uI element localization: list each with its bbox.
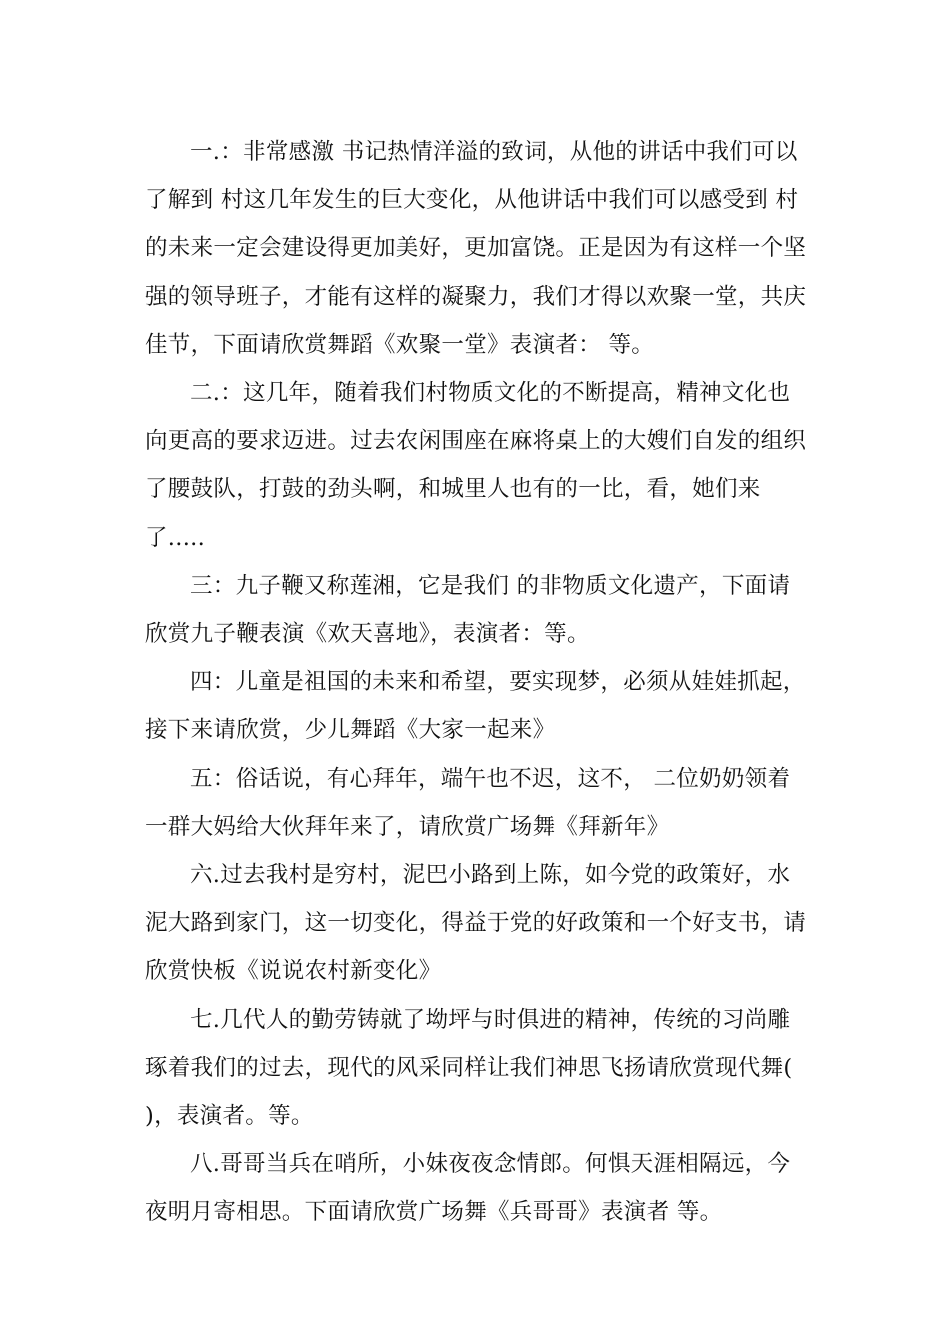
paragraph-1: 一.：非常感激 书记热情洋溢的致词，从他的讲话中我们可以了解到 村这几年发生的巨大变化，从他讲话中我们可以感受到 村的未来一定会建设得更加美好，更加富饶。正是因为有这样一个坚强的领导班子，才能有这样的凝聚力，我们才得以欢聚一堂，共庆佳节，下面请欣赏舞蹈《欢聚一堂》表演者： 等。 bbox=[145, 139, 807, 358]
document-body bbox=[145, 128, 810, 1237]
paragraph-8: 八.哥哥当兵在哨所，小妹夜夜念情郎。何惧天涯相隔远，今夜明月寄相思。下面请欣赏广场舞《兵哥哥》表演者 等。 bbox=[145, 1151, 791, 1226]
paragraph-4: 四：儿童是祖国的未来和希望，要实现梦，必须从娃娃抓起，接下来请欣赏，少儿舞蹈《大家一起来》 bbox=[145, 669, 806, 744]
paragraph-7: 七.几代人的勤劳铸就了坳坪与时俱进的精神，传统的习尚雕琢着我们的过去，现代的风采同样让我们神思飞扬请欣赏现代舞( )，表演者。等。 bbox=[145, 1006, 800, 1130]
paragraph-6: 六.过去我村是穷村，泥巴小路到上陈，如今党的政策好，水泥大路到家门，这一切变化，得益于党的好政策和一个好支书，请欣赏快板《说说农村新变化》 bbox=[145, 862, 807, 985]
paragraph-3: 三：九子鞭又称莲湘，它是我们 的非物质文化遗产，下面请欣赏九子鞭表演《欢天喜地》，表演者：等。 bbox=[145, 572, 791, 648]
paragraph-2: 二.：这几年，随着我们村物质文化的不断提高，精神文化也向更高的要求迈进。过去农闲围座在麻将桌上的大嫂们自发的组织了腰鼓队，打鼓的劲头啊，和城里人也有的一比，看，她们来了..... bbox=[145, 380, 807, 551]
paragraph-5: 五：俗话说，有心拜年，端午也不迟，这不， 二位奶奶领着一群大妈给大伙拜年来了，请欣赏广场舞《拜新年》 bbox=[145, 765, 791, 840]
